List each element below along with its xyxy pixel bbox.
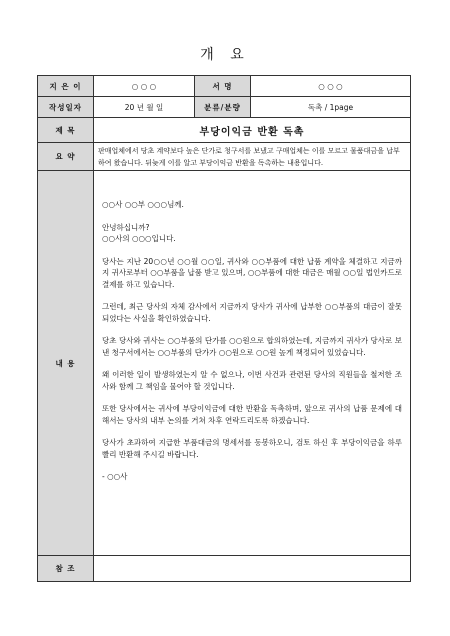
content-label: 내 용 [38,171,94,556]
closing-line: - ○○사 [102,472,128,481]
reference-value [94,556,411,582]
date-row [38,97,411,118]
date-value: 20 년 월 일 [94,97,195,118]
overview-form [37,75,411,582]
summary-row [38,143,411,171]
document-title: 개 요 [200,47,250,63]
paragraph-5: 또한 당사에서는 귀사에 부당이익금에 대한 반환을 독촉하며, 앞으로 귀사의 납품 문제에 대해서는 당사의 내부 논의를 거쳐 차후 연락드리도록 하겠습니다. [102,404,402,425]
reference-label: 참 조 [38,556,94,582]
hello-line-2: ○○사의 ○○○입니다. [102,234,176,243]
author-row [38,76,411,97]
paragraph-4: 왜 이러한 일이 발생하였는지 알 수 없으나, 이번 사건과 관련된 당사의 직원들을 철저한 조사와 함께 그 책임을 물어야 할 것입니다. [102,370,402,391]
date-label: 작성일자 [38,97,94,118]
category-label: 분류/분량 [195,97,251,118]
hello-line-1: 안녕하십니까? [102,222,150,232]
reference-row [38,556,411,582]
content-row [38,171,411,556]
paragraph-3: 당초 당사와 귀사는 ○○부품의 단가를 ○○원으로 합의하였는데, 지금까지 귀사가 당사로 보낸 청구서에서는 ○○부품의 단가가 ○○원으로 ○○원 높게 책정되어 있었습니다. [102,336,402,357]
subject-row [38,118,411,143]
author-label: 지 은 이 [38,76,94,97]
paragraph-2: 그런데, 최근 당사의 자체 감사에서 지금까지 당사가 귀사에 납부한 ○○부품의 대금이 잘못되었다는 사실을 확인하였습니다. [102,302,402,323]
summary-value: 판매업체에서 당초 계약보다 높은 단가로 청구서를 보냈고 구매업체는 이를 모르고 물품대금을 납부하여 왔습니다. 뒤늦게 이를 알고 부당이익금 반환을 독촉하는 내용입니다. [94,143,411,171]
subject-value: 부당이익금 반환 독촉 [94,118,411,143]
summary-label: 요 약 [38,143,94,171]
name-value: ○ ○ ○ [251,76,411,97]
subject-label: 제 목 [38,118,94,143]
paragraph-6: 당사가 초과하여 지급한 부품대금의 명세서를 동봉하오니, 검토 하신 후 부당이익금을 하루 빨리 반환해 주시길 바랍니다. [102,438,402,459]
paragraph-1: 당사는 지난 20○○년 ○○월 ○○일, 귀사와 ○○부품에 대한 납품 계약을 체결하고 지금까지 귀사로부터 ○○부품을 납품 받고 있으며, ○○부품에 대한 대금은 매월 ○○일 법인카드로 결제를 하고 있습니다. [102,256,402,289]
greeting-line: ○○사 ○○부 ○○○님께. [102,200,184,209]
name-label: 서 명 [195,76,251,97]
author-value: ○ ○ ○ [94,76,195,97]
content-body [94,171,411,556]
category-value: 독촉 / 1page [251,97,411,118]
